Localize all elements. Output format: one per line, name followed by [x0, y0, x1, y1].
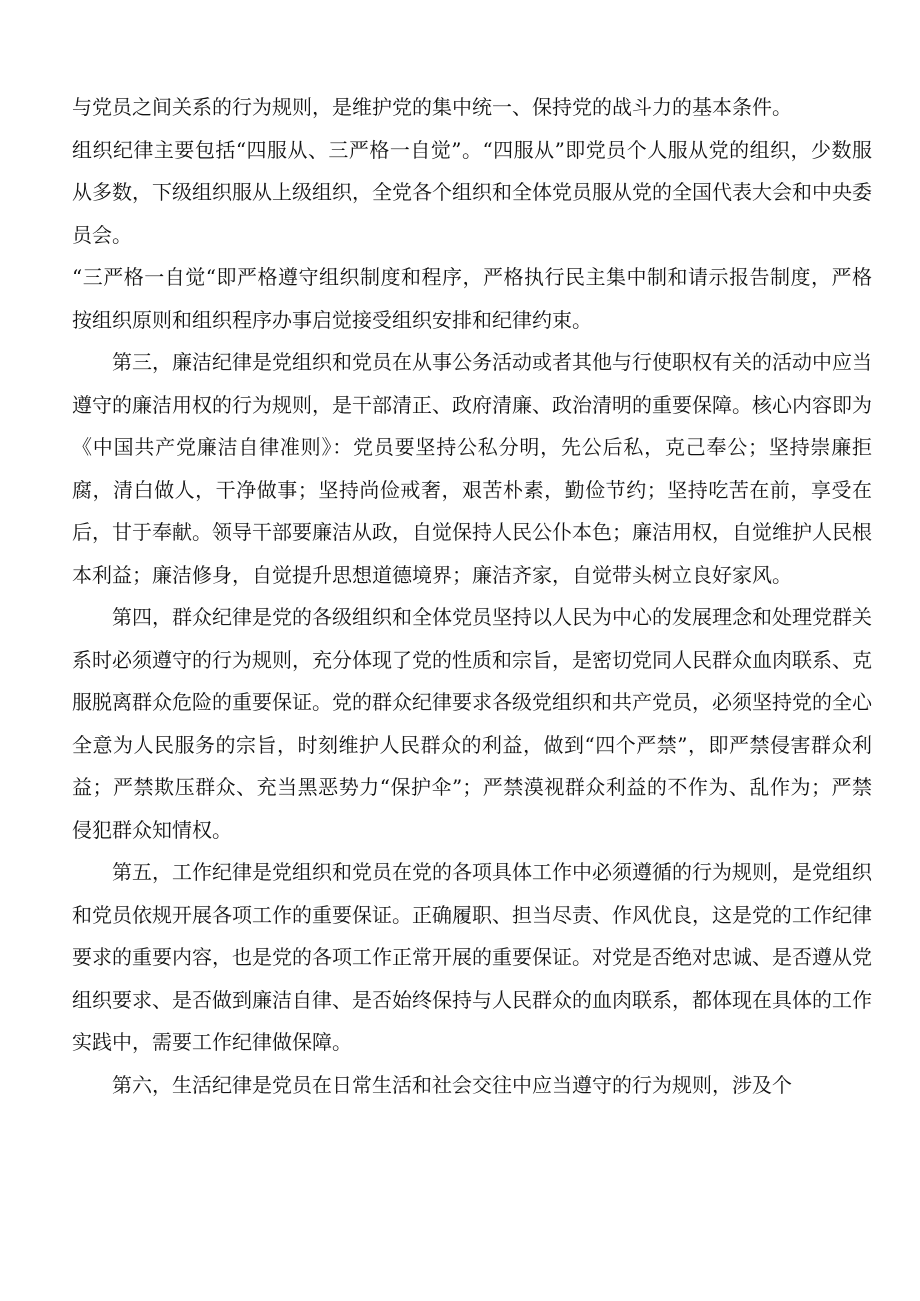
paragraph-5: 第四，群众纪律是党的各级组织和全体党员坚持以人民为中心的发展理念和处理党群关系时必须遵守的行为规则，充分体现了党的性质和宗旨，是密切党同人民群众血肉联系、克服脱离群众危险的重要保证。党的群众纪律要求各级党组织和共产党员，必须坚持党的全心全意为人民服务的宗旨，时刻维护人民群众的利益，做到“四个严禁”，即严禁侵害群众利益；严禁欺压群众、充当黑恶势力“保护伞”；严禁漠视群众利益的不作为、乱作为；严禁侵犯群众知情权。	[72, 605, 872, 842]
paragraph-7: 第六，生活纪律是党员在日常生活和社会交往中应当遵守的行为规则，涉及个	[112, 1072, 792, 1097]
paragraph-4: 第三，廉洁纪律是党组织和党员在从事公务活动或者其他与行使职权有关的活动中应当遵守的廉洁用权的行为规则，是干部清正、政府清廉、政治清明的重要保障。核心内容即为《中国共产党廉洁自律准则》：党员要坚持公私分明，先公后私，克己奉公；坚持崇廉拒腐，清白做人，干净做事；坚持尚俭戒奢，艰苦朴素，勤俭节约；坚持吃苦在前，享受在后，甘于奉献。领导干部要廉洁从政，自觉保持人民公仆本色；廉洁用权，自觉维护人民根本利益；廉洁修身，自觉提升思想道德境界；廉洁齐家，自觉带头树立良好家风。	[72, 350, 872, 587]
paragraph-2: 组织纪律主要包括“四服从、三严格一自觉”。“四服从”即党员个人服从党的组织，少数服从多数，下级组织服从上级组织，全党各个组织和全体党员服从党的全国代表大会和中央委员会。	[72, 137, 872, 247]
paragraph-6: 第五，工作纪律是党组织和党员在党的各项具体工作中必须遵循的行为规则，是党组织和党员依规开展各项工作的重要保证。正确履职、担当尽责、作风优良，这是党的工作纪律要求的重要内容，也是党的各项工作正常开展的重要保证。对党是否绝对忠诚、是否遵从党组织要求、是否做到廉洁自律、是否始终保持与人民群众的血肉联系，都体现在具体的工作实践中，需要工作纪律做保障。	[72, 860, 872, 1054]
document-body	[72, 86, 872, 1106]
paragraph-3: “三严格一自觉“即严格遵守组织制度和程序，严格执行民主集中制和请示报告制度，严格按组织原则和组织程序办事启觉接受组织安排和纪律约束。	[72, 265, 872, 332]
paragraph-1: 与党员之间关系的行为规则，是维护党的集中统一、保持党的战斗力的基本条件。	[72, 95, 792, 119]
